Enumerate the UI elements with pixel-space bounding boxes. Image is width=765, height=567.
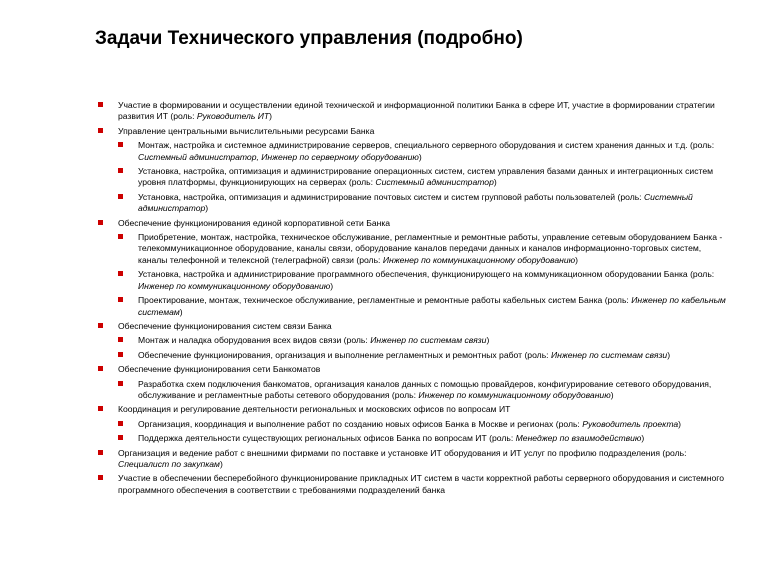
item-text: Обеспечение функционирования, организация и выполнение регламентных и ремонтных работ (роль: [138, 349, 551, 360]
item-text-tail: ) [486, 335, 490, 346]
list-item [98, 321, 728, 332]
item-text-tail: ) [575, 254, 578, 265]
role-text: Инженер по кабельным системам [138, 295, 726, 317]
item-text: Организация, координация и выполнение работ по созданию новых офисов Банка в Москве и регионах (роль: [138, 418, 583, 429]
item-text-tail: ) [678, 418, 682, 429]
sub-list-item [118, 295, 728, 318]
item-text-tail: ) [641, 433, 645, 444]
list-item [98, 100, 728, 123]
item-text: Приобретение, монтаж, настройка, техническое обслуживание, регламентные и ремонтные работы, управление сетевым оборудованием Банка - телекоммуникационное оборудование, каналы связи, оборудование каналов передачи данных и каналов информационно-торговых систем, каналы телефонной и телексной (телеграфной) связи (роль: [138, 232, 723, 265]
bullet-icon [118, 297, 123, 302]
page-title: Задачи Технического управления (подробно) [95, 28, 523, 49]
item-text-tail: ) [610, 389, 614, 400]
task-list [98, 100, 728, 499]
item-text: Участие в формировании и осуществлении единой технической и информационной политики Банка в сфере ИТ, участие в формировании стратегии развития ИТ (роль: [118, 100, 715, 122]
bullet-icon [118, 168, 123, 173]
bullet-icon [98, 366, 103, 371]
bullet-icon [98, 323, 103, 328]
sub-list-item [118, 379, 728, 402]
bullet-icon [98, 102, 103, 107]
item-text-tail: ) [269, 111, 273, 122]
item-text: Разработка схем подключения банкоматов, организация каналов данных с помощью провайдеров, конфигурирование сетевого оборудования, обслуживание и регламентные работы сетевого оборудования (роль: [138, 378, 712, 400]
role-text: Инженер по системам связи [370, 335, 487, 346]
role-text: Инженер по коммуникационному оборудованию [418, 389, 611, 400]
role-text: Руководитель ИТ [196, 111, 270, 122]
bullet-icon [118, 194, 123, 199]
role-text: Инженер по системам связи [550, 349, 668, 360]
role-text: Системный администратор [138, 191, 693, 214]
bullet-icon [118, 234, 123, 239]
item-text: Монтаж и наладка оборудования всех видов связи (роль: [138, 335, 371, 346]
bullet-icon [98, 450, 103, 455]
bullet-icon [118, 142, 123, 147]
role-text: Инженер по коммуникационному оборудованию [138, 280, 331, 291]
item-text: Установка, настройка и администрирование программного обеспечения, функционирующего на коммуникационном оборудовании Банка (роль: [138, 269, 715, 280]
item-text-tail: ) [418, 151, 422, 162]
item-text: Управление центральными вычислительными ресурсами Банка [118, 125, 375, 136]
item-text-tail: ) [219, 458, 223, 469]
sub-list-item [118, 140, 728, 163]
bullet-icon [98, 406, 103, 411]
role-text: Менеджер по взаимодействию [515, 433, 642, 444]
item-text-tail: ) [493, 177, 497, 188]
item-text-tail: ) [330, 280, 334, 291]
list-item [98, 448, 728, 471]
item-text: Обеспечение функционирования сети Банкоматов [118, 364, 321, 375]
bullet-icon [98, 475, 103, 480]
role-text: Системный администратор, Инженер по серверному оборудованию [138, 151, 419, 162]
item-text: Установка, настройка, оптимизация и администрирование почтовых систем и систем групповой работы пользователей (роль: [138, 191, 644, 202]
role-text: Руководитель проекта [582, 418, 679, 429]
list-item [98, 218, 728, 229]
role-text: Системный администратор [375, 177, 494, 188]
bullet-icon [118, 381, 123, 386]
sub-list-item [118, 232, 728, 266]
item-text-tail: ) [205, 203, 209, 214]
bullet-icon [98, 128, 103, 133]
list-item [98, 364, 728, 375]
item-text: Организация и ведение работ с внешними фирмами по поставке и установке ИТ оборудования и ИТ услуг по профилю подразделения (роль: [118, 447, 687, 458]
item-text-tail: ) [179, 306, 183, 317]
bullet-icon [98, 220, 103, 225]
list-item [98, 404, 728, 415]
bullet-icon [118, 435, 123, 440]
bullet-icon [118, 271, 123, 276]
item-text: Проектирование, монтаж, техническое обслуживание, регламентные и ремонтные работы кабельных систем Банка (роль: [138, 295, 632, 306]
role-text: Инженер по коммуникационному оборудованию [382, 254, 576, 265]
item-text: Монтаж, настройка и системное администрирование серверов, специального серверного оборудования и систем хранения данных и т.д. (роль: [138, 140, 715, 151]
sub-list-item [118, 192, 728, 215]
sub-list-item [118, 350, 728, 361]
bullet-icon [118, 337, 123, 342]
item-text: Установка, настройка, оптимизация и администрирование операционных систем, систем управления базами данных и интеграционных систем уровня платформы, функционирующих на серверах (роль: [138, 166, 714, 188]
sub-list-item [118, 335, 728, 346]
sub-list-item [118, 433, 728, 444]
role-text: Специалист по закупкам [118, 458, 220, 469]
bullet-icon [118, 352, 123, 357]
sub-list-item [118, 269, 728, 292]
item-text-tail: ) [667, 349, 671, 360]
sub-list-item [118, 419, 728, 430]
item-text: Участие в обеспечении бесперебойного функционирование прикладных ИТ систем в части корректной работы серверного оборудования и системного программного обеспечения в соответствии с требованиями подразделений банка [118, 473, 724, 495]
item-text: Поддержка деятельности существующих региональных офисов Банка по вопросам ИТ (роль: [138, 433, 516, 444]
list-item [98, 473, 728, 496]
sub-list-item [118, 166, 728, 189]
item-text: Обеспечение функционирования единой корпоративной сети Банка [118, 217, 391, 228]
bullet-icon [118, 421, 123, 426]
list-item [98, 126, 728, 137]
item-text: Обеспечение функционирования систем связи Банка [118, 320, 332, 331]
item-text: Координация и регулирование деятельности региональных и московских офисов по вопросам ИТ [118, 404, 511, 415]
